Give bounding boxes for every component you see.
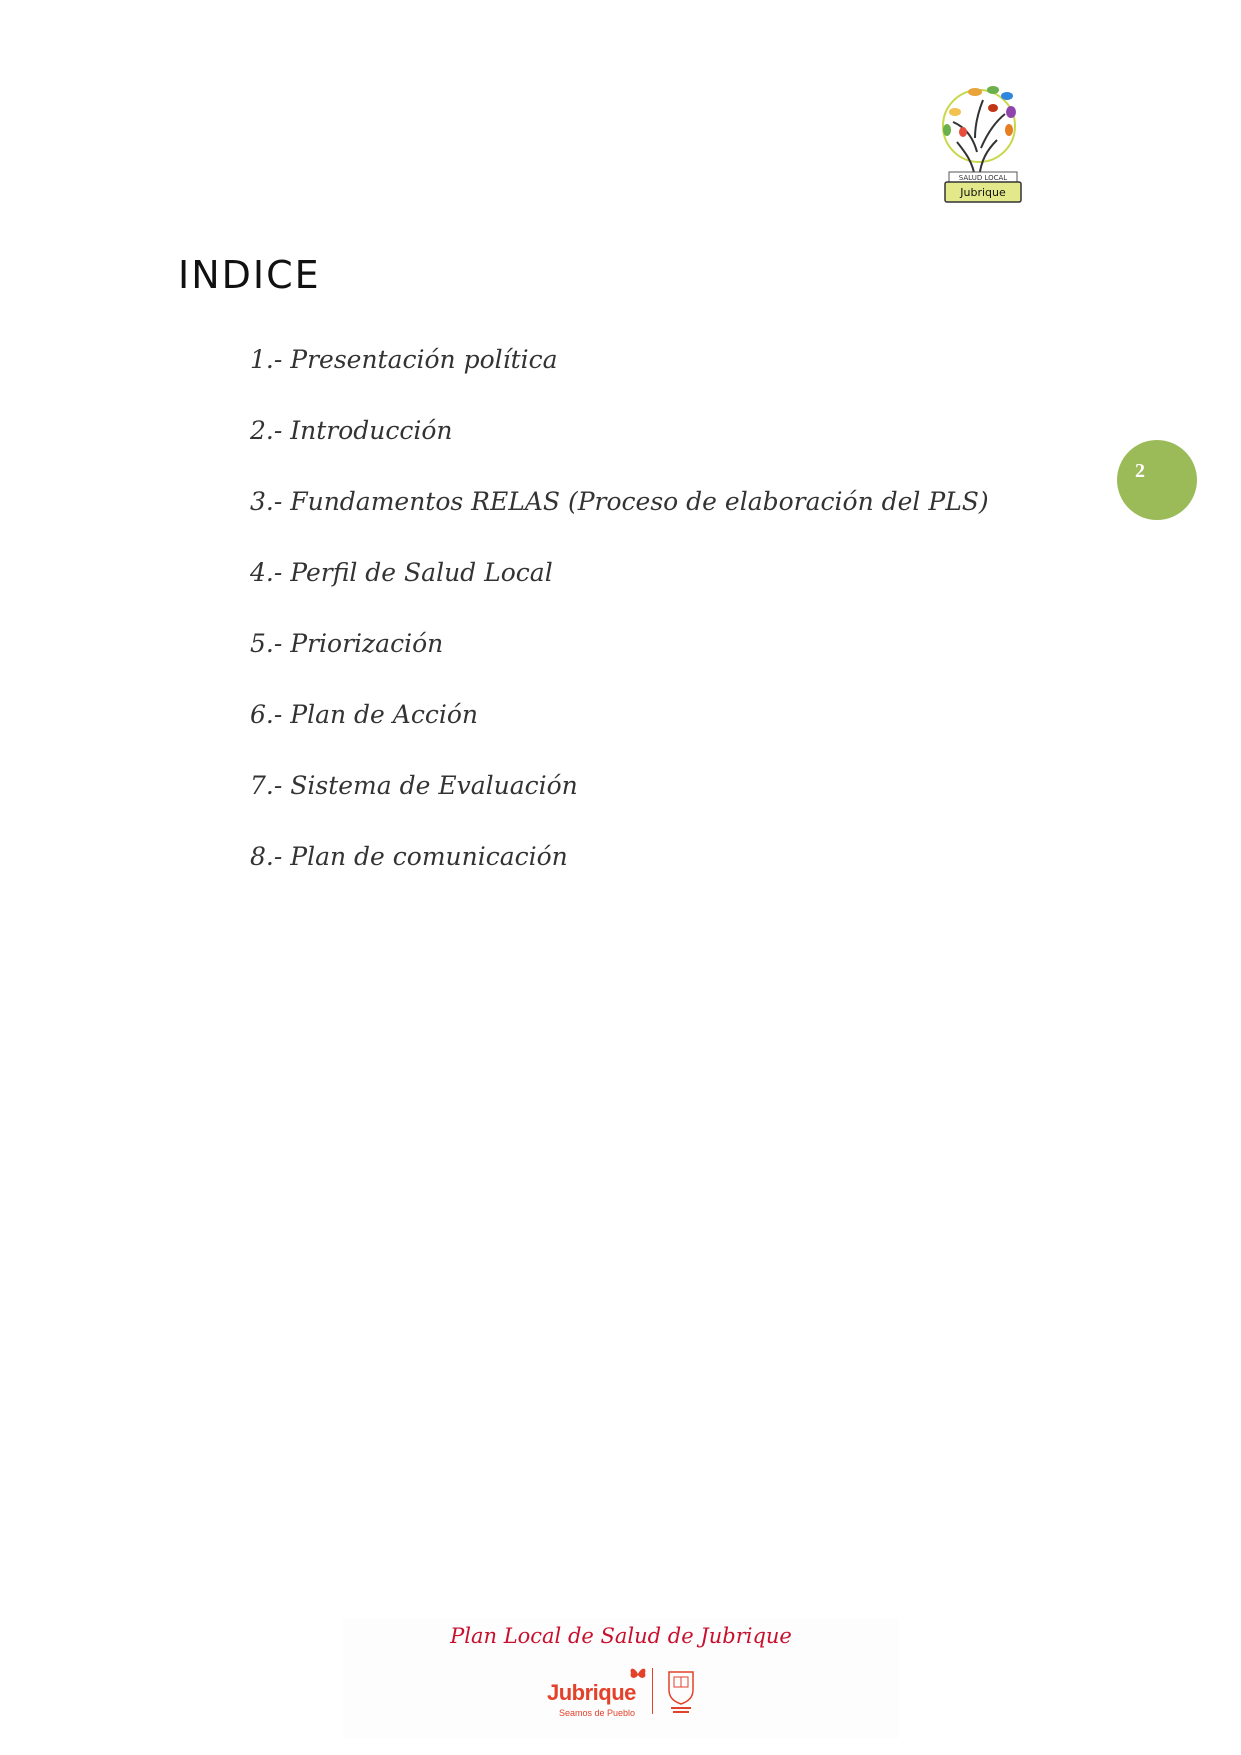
footer-divider — [652, 1668, 653, 1714]
brand-name: Jubrique — [547, 1680, 636, 1705]
toc-item: 3.- Fundamentos RELAS (Proceso de elaboración del PLS) — [250, 487, 989, 516]
page-footer — [343, 1618, 899, 1738]
toc-item: 5.- Priorización — [250, 629, 444, 658]
index-title: INDICE — [178, 253, 321, 297]
logo-label: SALUD LOCAL — [958, 174, 1008, 182]
page-number-badge — [1117, 440, 1197, 520]
page-number: 2 — [1135, 460, 1145, 482]
tree-logo-icon — [935, 82, 1027, 206]
toc-item: 7.- Sistema de Evaluación — [250, 771, 578, 800]
toc-item: 1.- Presentación política — [250, 345, 558, 374]
town-seal-icon — [665, 1668, 697, 1716]
brand-tagline: Seamos de Pueblo — [559, 1708, 636, 1718]
jubrique-brand — [547, 1666, 647, 1716]
toc-item: 4.- Perfil de Salud Local — [250, 558, 553, 587]
salud-local-logo — [935, 82, 1027, 206]
toc-item: 2.- Introducción — [250, 416, 453, 445]
footer-title: Plan Local de Salud de Jubrique — [450, 1624, 792, 1648]
toc-item: 6.- Plan de Acción — [250, 700, 478, 729]
table-of-contents — [250, 340, 989, 908]
logo-town: Jubrique — [960, 186, 1006, 199]
toc-item: 8.- Plan de comunicación — [250, 842, 568, 871]
